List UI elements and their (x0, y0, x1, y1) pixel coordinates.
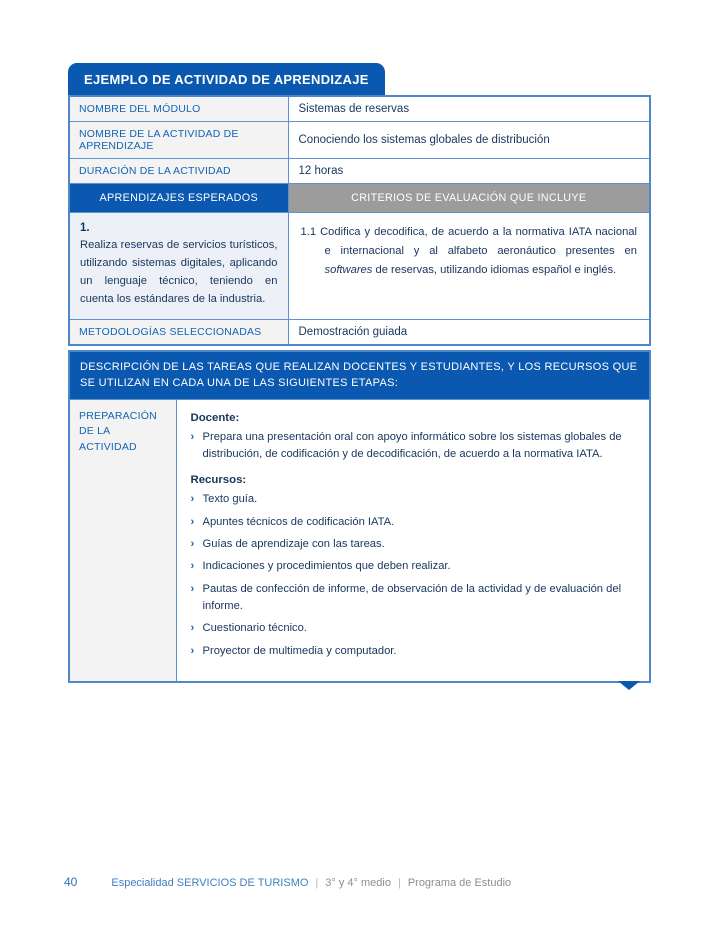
footer-program: Programa de Estudio (407, 877, 512, 889)
bullet-icon: › (190, 430, 195, 443)
page-footer (64, 875, 511, 889)
list-item (191, 620, 636, 637)
bullet-icon: › (190, 538, 195, 550)
duration-label: DURACIÓN DE LA ACTIVIDAD (69, 159, 288, 184)
list-item-text: Guías de aprendizaje con las tareas. (202, 538, 385, 550)
learning-objective-number: 1. (80, 222, 90, 234)
table-row (69, 96, 650, 122)
criterion-italic-term: softwares (324, 264, 373, 277)
table-row (69, 159, 650, 184)
stage-content-cell (176, 399, 650, 682)
table-row (69, 122, 650, 159)
module-name-value: Sistemas de reservas (288, 96, 650, 122)
list-item (191, 643, 636, 660)
table-row (69, 399, 650, 682)
list-item (191, 581, 636, 616)
list-item-text: Proyector de multimedia y computador. (202, 644, 397, 657)
page-title: EJEMPLO DE ACTIVIDAD DE APRENDIZAJE (68, 63, 385, 95)
methodology-value: Demostración guiada (288, 319, 650, 345)
list-item (191, 536, 636, 553)
methodology-label: METODOLOGÍAS SELECCIONADAS (69, 319, 288, 345)
list-item-text: Cuestionario técnico. (202, 622, 307, 635)
table-header-row (69, 184, 650, 213)
list-item-text: Apuntes técnicos de codificación IATA. (202, 515, 395, 528)
criterion-body-start: Codifica y decodifica, de acuerdo a la normativa IATA nacional e internacional y al alfabeto aeronáutico presentes en (316, 226, 637, 258)
list-item (191, 491, 636, 508)
criterion-number: 1.1 (300, 226, 317, 238)
bullet-icon: › (190, 560, 195, 573)
page-number: 40 (64, 875, 78, 889)
recursos-heading: Recursos: (190, 474, 247, 487)
learning-objective-text: Realiza reservas de servicios turísticos, utilizando sistemas digitales, aplicando un lenguaje técnico, teniendo en cuenta los estándares de la industria. (80, 239, 278, 306)
expected-learning-header: APRENDIZAJES ESPERADOS (69, 184, 288, 213)
footer-separator: | (397, 877, 401, 889)
table-row (69, 213, 650, 320)
duration-value: 12 horas (288, 159, 650, 184)
description-section (68, 350, 651, 684)
activity-name-label: NOMBRE DE LA ACTIVIDAD DE APRENDIZAJE (69, 122, 288, 159)
list-item-text: Prepara una presentación oral con apoyo informático sobre los sistemas globales de distribución, de codificación y de decodificación, de acuerdo a la normativa IATA. (202, 430, 622, 460)
module-name-label: NOMBRE DEL MÓDULO (69, 96, 288, 122)
activity-document (68, 63, 651, 683)
description-table (68, 350, 651, 684)
bullet-icon: › (190, 515, 195, 528)
bullet-icon: › (190, 644, 195, 657)
footer-specialty: Especialidad SERVICIOS DE TURISMO (111, 877, 309, 889)
description-header: DESCRIPCIÓN DE LAS TAREAS QUE REALIZAN DOCENTES Y ESTUDIANTES, Y LOS RECURSOS QUE SE UTILIZAN EN CADA UNA DE LAS SIGUIENTES ETAPAS: (69, 351, 650, 400)
table-header-row (69, 351, 650, 400)
list-item-text: Indicaciones y procedimientos que deben realizar. (202, 560, 451, 573)
continuation-arrow-icon (618, 681, 640, 690)
expected-learning-cell (69, 213, 288, 320)
activity-name-value: Conociendo los sistemas globales de distribución (288, 122, 650, 159)
footer-level: 3° y 4° medio (325, 877, 391, 889)
list-item (191, 558, 636, 575)
criterion-body-end: de reservas, utilizando idiomas español e inglés. (372, 264, 617, 277)
list-item (191, 429, 636, 464)
table-row (69, 319, 650, 345)
evaluation-criteria-cell (288, 213, 650, 320)
docente-heading: Docente: (190, 411, 240, 424)
bullet-icon: › (190, 622, 195, 635)
bullet-icon: › (190, 493, 195, 506)
footer-separator: | (315, 877, 319, 889)
evaluation-criteria-header: CRITERIOS DE EVALUACIÓN QUE INCLUYE (288, 184, 650, 213)
criterion-text (301, 223, 638, 280)
stage-label: PREPARACIÓN DE LA ACTIVIDAD (69, 399, 176, 682)
activity-table (68, 95, 651, 346)
list-item-text: Pautas de confección de informe, de observación de la actividad y de evaluación del informe. (202, 582, 622, 613)
list-item (191, 514, 636, 531)
list-item-text: Texto guía. (202, 493, 258, 506)
bullet-icon: › (190, 582, 195, 595)
